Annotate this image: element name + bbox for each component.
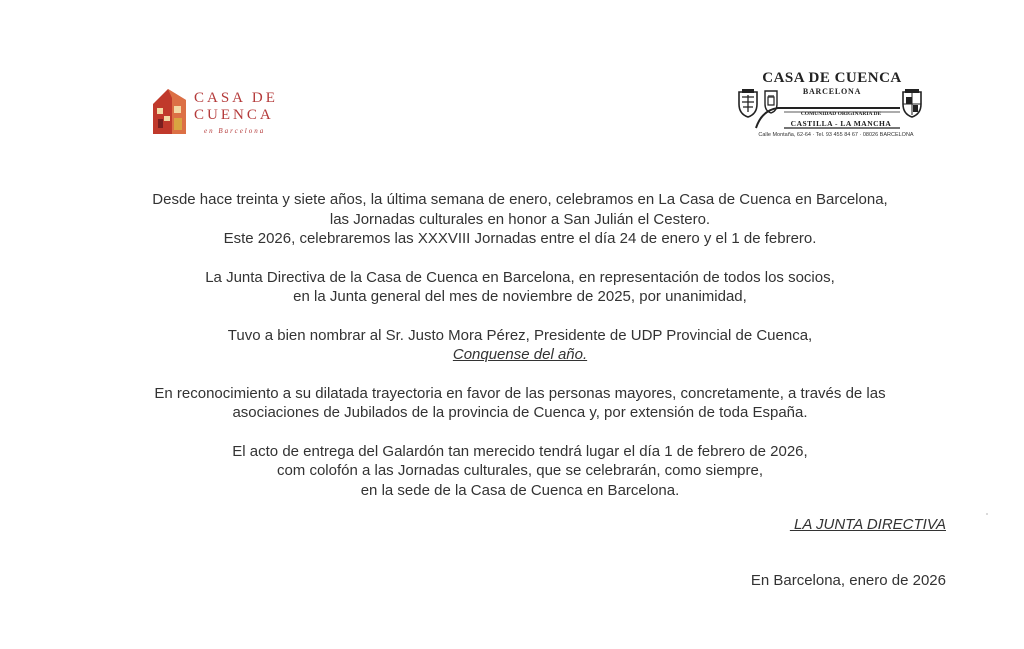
letterhead-city: BARCELONA: [802, 87, 862, 96]
text-line: El acto de entrega del Galardón tan merecido tendrá lugar el día 1 de febrero de 2026,: [232, 442, 808, 460]
paragraph-appointment: [60, 326, 980, 365]
letterhead-name: CASA DE CUENCA: [762, 70, 902, 86]
text-line: com colofón a las Jornadas culturales, que se celebrarán, como siempre,: [276, 462, 764, 479]
text-line: Este 2026, celebraremos las XXXVIII Jornadas entre el día 24 de enero y el 1 de febrero.: [223, 230, 817, 247]
regional-coat-of-arms-icon: [900, 88, 924, 118]
text-line: Tuvo a bien nombrar al Sr. Justo Mora Pérez, Presidente de UDP Provincial de Cuenca,: [227, 326, 813, 344]
text-line: La Junta Directiva de la Casa de Cuenca en Barcelona, en representación de todos los socios,: [205, 268, 835, 286]
logo-text-line1: CASA DE: [194, 90, 278, 106]
text-line: asociaciones de Jubilados de la provincia de Cuenca y, por extensión de toda España.: [232, 404, 808, 421]
house-logo-icon: [150, 86, 190, 136]
letter-body: [60, 190, 980, 519]
casa-de-cuenca-logo: [150, 86, 300, 138]
paragraph-recognition: [60, 384, 980, 423]
stray-mark: [986, 513, 988, 515]
paragraph-junta: [60, 268, 980, 307]
text-line: en la Junta general del mes de noviembre de 2025, por unanimidad,: [293, 288, 747, 305]
logo-text-line2: CUENCA: [194, 107, 274, 123]
letterhead-address: Calle Montaña, 62-64 · Tel. 93 455 84 67 · 08026 BARCELONA: [758, 132, 914, 138]
paragraph-intro: [60, 190, 980, 249]
letterhead: [732, 68, 932, 144]
letterhead-subtitle-line1: COMUNIDAD ORIGINARIA DE: [800, 111, 882, 117]
text-line: En reconocimiento a su dilatada trayectoria en favor de las personas mayores, concretamente, a través de las: [154, 384, 886, 402]
award-title: Conquense del año.: [452, 346, 588, 363]
paragraph-ceremony: [60, 442, 980, 501]
text-line: Desde hace treinta y siete años, la última semana de enero, celebramos en La Casa de Cuenca en Barcelona,: [152, 191, 888, 208]
letterhead-subtitle-line2: CASTILLA - LA MANCHA: [790, 119, 892, 128]
text-line: las Jornadas culturales en honor a San Julián el Cestero.: [329, 210, 711, 228]
text-line: en la sede de la Casa de Cuenca en Barcelona.: [360, 481, 680, 499]
signature: LA JUNTA DIRECTIVA: [789, 516, 946, 533]
logo-subtitle: en Barcelona: [204, 127, 266, 135]
date-line: En Barcelona, enero de 2026: [750, 572, 946, 589]
